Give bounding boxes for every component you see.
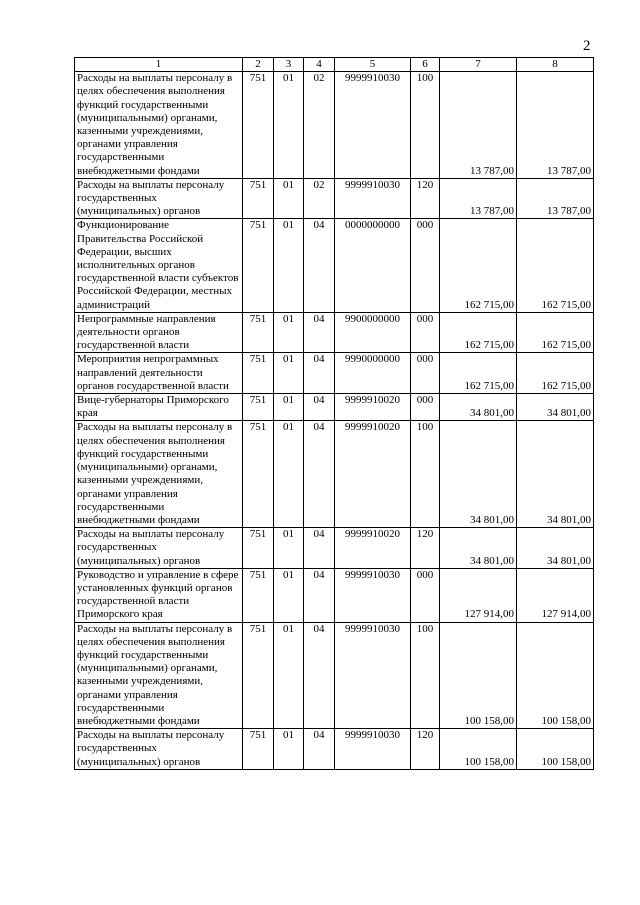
column-header: 2 [243, 58, 274, 72]
row-amount-cell: 162 715,00 [517, 219, 594, 312]
table-header-row [75, 58, 594, 72]
row-section-cell: 01 [274, 72, 304, 179]
row-amount-cell: 162 715,00 [440, 219, 517, 312]
row-name-cell: Расходы на выплаты персоналу государственных (муниципальных) органов [75, 729, 243, 770]
row-grbs-cell: 751 [243, 312, 274, 353]
table-row [75, 394, 594, 421]
row-name-cell: Руководство и управление в сфере установленных функций органов государственной власти Приморского края [75, 568, 243, 622]
row-amount-cell: 162 715,00 [440, 312, 517, 353]
row-expense-type-cell: 100 [411, 72, 440, 179]
row-expense-type-cell: 000 [411, 312, 440, 353]
row-target-article-cell: 9999910020 [335, 394, 411, 421]
row-grbs-cell: 751 [243, 219, 274, 312]
table-row [75, 312, 594, 353]
row-grbs-cell: 751 [243, 353, 274, 394]
row-subsection-cell: 04 [304, 353, 335, 394]
page-number: 2 [583, 38, 591, 54]
row-subsection-cell: 04 [304, 528, 335, 569]
row-name-cell: Расходы на выплаты персоналу государственных (муниципальных) органов [75, 178, 243, 219]
row-section-cell: 01 [274, 353, 304, 394]
table-row [75, 568, 594, 622]
row-subsection-cell: 04 [304, 568, 335, 622]
row-amount-cell: 13 787,00 [440, 178, 517, 219]
row-name-cell: Вице-губернаторы Приморского края [75, 394, 243, 421]
row-expense-type-cell: 000 [411, 394, 440, 421]
table-row [75, 353, 594, 394]
row-amount-cell: 127 914,00 [440, 568, 517, 622]
row-target-article-cell: 9999910020 [335, 421, 411, 528]
row-grbs-cell: 751 [243, 394, 274, 421]
column-header: 8 [517, 58, 594, 72]
row-section-cell: 01 [274, 729, 304, 770]
row-amount-cell: 13 787,00 [517, 72, 594, 179]
row-target-article-cell: 9999910030 [335, 72, 411, 179]
row-name-cell: Расходы на выплаты персоналу государственных (муниципальных) органов [75, 528, 243, 569]
row-section-cell: 01 [274, 312, 304, 353]
row-target-article-cell: 9999910030 [335, 729, 411, 770]
row-subsection-cell: 02 [304, 72, 335, 179]
column-header: 3 [274, 58, 304, 72]
row-expense-type-cell: 100 [411, 421, 440, 528]
row-amount-cell: 162 715,00 [517, 312, 594, 353]
row-amount-cell: 100 158,00 [517, 729, 594, 770]
row-amount-cell: 34 801,00 [440, 394, 517, 421]
row-amount-cell: 13 787,00 [517, 178, 594, 219]
row-grbs-cell: 751 [243, 178, 274, 219]
row-subsection-cell: 02 [304, 178, 335, 219]
row-subsection-cell: 04 [304, 394, 335, 421]
row-name-cell: Непрограммные направления деятельности органов государственной власти [75, 312, 243, 353]
row-expense-type-cell: 120 [411, 178, 440, 219]
column-header: 4 [304, 58, 335, 72]
row-subsection-cell: 04 [304, 421, 335, 528]
row-name-cell: Функционирование Правительства Российской Федерации, высших исполнительных органов государственной власти субъектов Российской Федерации, местных администраций [75, 219, 243, 312]
table-row [75, 528, 594, 569]
row-target-article-cell: 9999910030 [335, 178, 411, 219]
row-amount-cell: 34 801,00 [517, 394, 594, 421]
row-amount-cell: 162 715,00 [517, 353, 594, 394]
row-target-article-cell: 0000000000 [335, 219, 411, 312]
row-name-cell: Расходы на выплаты персоналу в целях обеспечения выполнения функций государственными (муниципальными) органами, казенными учреждениями, органами управления государственными внебюджетными фондами [75, 622, 243, 729]
row-section-cell: 01 [274, 219, 304, 312]
row-section-cell: 01 [274, 622, 304, 729]
row-target-article-cell: 9999910030 [335, 622, 411, 729]
row-grbs-cell: 751 [243, 622, 274, 729]
row-name-cell: Мероприятия непрограммных направлений деятельности органов государственной власти [75, 353, 243, 394]
row-section-cell: 01 [274, 528, 304, 569]
row-grbs-cell: 751 [243, 528, 274, 569]
table-row [75, 72, 594, 179]
row-amount-cell: 34 801,00 [440, 528, 517, 569]
row-name-cell: Расходы на выплаты персоналу в целях обеспечения выполнения функций государственными (муниципальными) органами, казенными учреждениями, органами управления государственными внебюджетными фондами [75, 421, 243, 528]
row-amount-cell: 34 801,00 [517, 528, 594, 569]
row-expense-type-cell: 000 [411, 219, 440, 312]
column-header: 7 [440, 58, 517, 72]
row-amount-cell: 100 158,00 [440, 729, 517, 770]
table-row [75, 421, 594, 528]
row-subsection-cell: 04 [304, 219, 335, 312]
row-grbs-cell: 751 [243, 729, 274, 770]
row-subsection-cell: 04 [304, 622, 335, 729]
row-target-article-cell: 9990000000 [335, 353, 411, 394]
row-amount-cell: 100 158,00 [440, 622, 517, 729]
row-amount-cell: 13 787,00 [440, 72, 517, 179]
table-row [75, 178, 594, 219]
row-subsection-cell: 04 [304, 729, 335, 770]
column-header: 1 [75, 58, 243, 72]
row-grbs-cell: 751 [243, 568, 274, 622]
row-expense-type-cell: 000 [411, 568, 440, 622]
row-section-cell: 01 [274, 568, 304, 622]
row-subsection-cell: 04 [304, 312, 335, 353]
table-row [75, 622, 594, 729]
row-expense-type-cell: 120 [411, 729, 440, 770]
row-amount-cell: 34 801,00 [440, 421, 517, 528]
row-section-cell: 01 [274, 394, 304, 421]
row-target-article-cell: 9999910030 [335, 568, 411, 622]
row-amount-cell: 34 801,00 [517, 421, 594, 528]
row-grbs-cell: 751 [243, 421, 274, 528]
row-section-cell: 01 [274, 421, 304, 528]
budget-table [74, 57, 594, 770]
table-row [75, 729, 594, 770]
row-expense-type-cell: 120 [411, 528, 440, 569]
row-grbs-cell: 751 [243, 72, 274, 179]
row-amount-cell: 162 715,00 [440, 353, 517, 394]
row-target-article-cell: 9999910020 [335, 528, 411, 569]
column-header: 6 [411, 58, 440, 72]
row-expense-type-cell: 000 [411, 353, 440, 394]
column-header: 5 [335, 58, 411, 72]
row-expense-type-cell: 100 [411, 622, 440, 729]
table-row [75, 219, 594, 312]
row-target-article-cell: 9900000000 [335, 312, 411, 353]
row-section-cell: 01 [274, 178, 304, 219]
row-amount-cell: 127 914,00 [517, 568, 594, 622]
row-name-cell: Расходы на выплаты персоналу в целях обеспечения выполнения функций государственными (муниципальными) органами, казенными учреждениями, органами управления государственными внебюджетными фондами [75, 72, 243, 179]
row-amount-cell: 100 158,00 [517, 622, 594, 729]
